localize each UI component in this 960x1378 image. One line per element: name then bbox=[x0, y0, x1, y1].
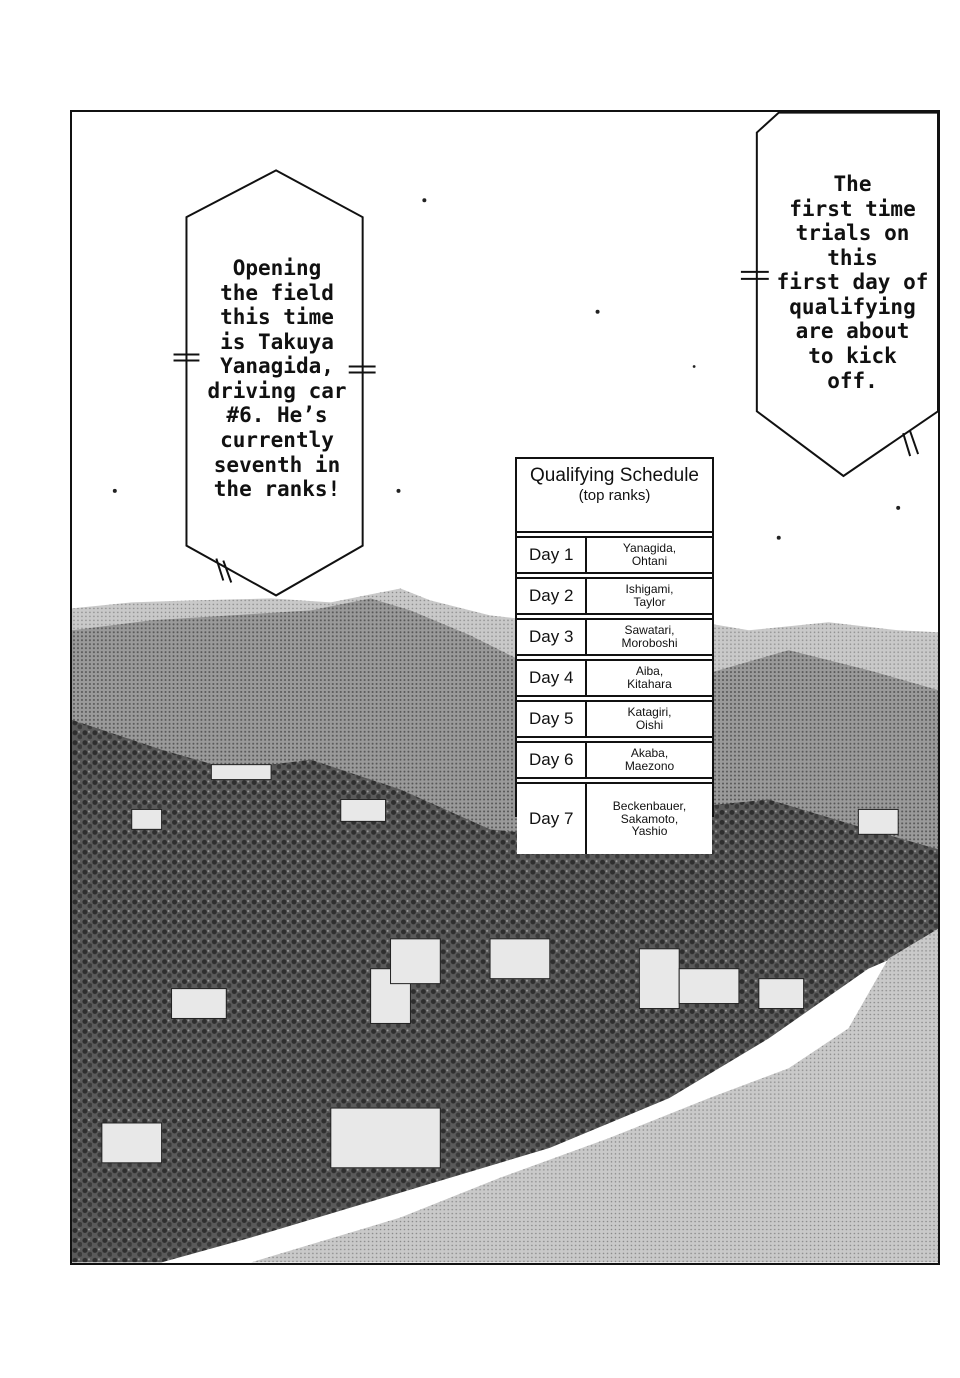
schedule-row-day-6 bbox=[517, 741, 712, 779]
schedule-day-label: Day 1 bbox=[517, 538, 587, 572]
schedule-header bbox=[517, 459, 712, 533]
schedule-drivers: Sawatari, Moroboshi bbox=[621, 623, 678, 650]
schedule-rows bbox=[517, 533, 712, 854]
right-balloon-text: The first time trials on this first day of qualifying are about to kick off. bbox=[776, 172, 929, 393]
schedule-row-day-4 bbox=[517, 659, 712, 697]
manga-panel bbox=[70, 110, 940, 1265]
schedule-row-day-5 bbox=[517, 700, 712, 738]
schedule-row-day-1 bbox=[517, 536, 712, 574]
schedule-day-label: Day 2 bbox=[517, 579, 587, 613]
schedule-day-label: Day 5 bbox=[517, 702, 587, 736]
schedule-row-day-7 bbox=[517, 782, 712, 854]
schedule-drivers: Aiba, Kitahara bbox=[627, 664, 672, 691]
qualifying-schedule-table bbox=[515, 457, 714, 839]
schedule-drivers: Akaba, Maezono bbox=[624, 746, 675, 773]
schedule-day-label: Day 7 bbox=[517, 784, 587, 854]
schedule-day-label: Day 3 bbox=[517, 620, 587, 654]
schedule-drivers: Ishigami, Taylor bbox=[625, 582, 674, 609]
schedule-row-day-3 bbox=[517, 618, 712, 656]
schedule-day-label: Day 6 bbox=[517, 743, 587, 777]
left-balloon-text: Opening the field this time is Takuya Yanagida, driving car #6. He’s currently seventh in the ranks! bbox=[207, 256, 347, 502]
schedule-subtitle: (top ranks) bbox=[578, 487, 651, 504]
schedule-drivers: Katagiri, Oishi bbox=[627, 705, 672, 732]
schedule-title: Qualifying Schedule bbox=[530, 465, 699, 486]
schedule-row-day-2 bbox=[517, 577, 712, 615]
schedule-drivers: Beckenbauer, Sakamoto, Yashio bbox=[612, 799, 687, 839]
schedule-drivers: Yanagida, Ohtani bbox=[622, 541, 677, 568]
schedule-day-label: Day 4 bbox=[517, 661, 587, 695]
